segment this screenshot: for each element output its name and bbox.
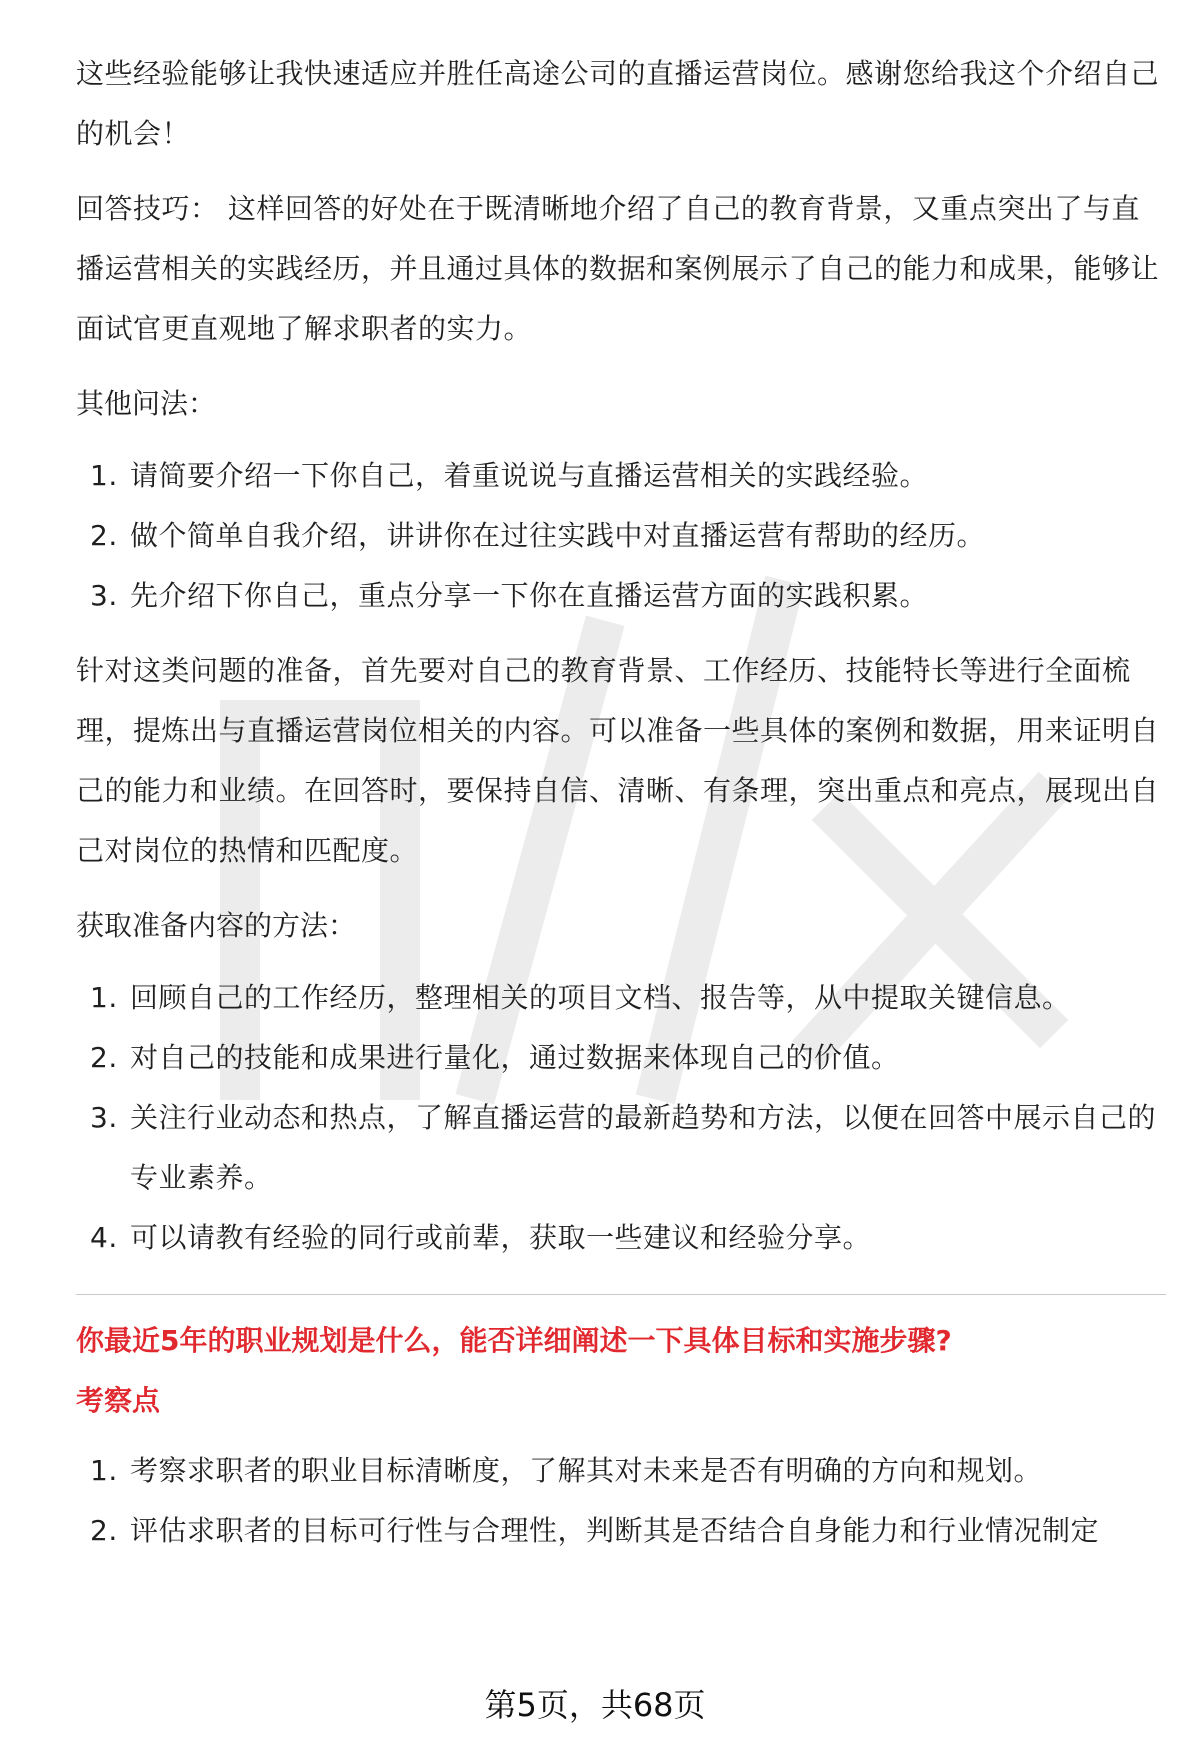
list-number: 1. [90, 459, 118, 492]
list-item-text: 请简要介绍一下你自己，着重说说与直播运营相关的实践经验。 [130, 459, 929, 492]
list-number: 3. [90, 579, 118, 612]
methods-label: 获取准备内容的方法： [76, 909, 357, 942]
list-number: 2. [90, 1041, 118, 1074]
intro-paragraph: 这些经验能够让我快速适应并胜任高途公司的直播运营岗位。感谢您给我这个介绍自己的机会！ [76, 57, 1160, 150]
list-item-text: 关注行业动态和热点，了解直播运营的最新趋势和方法，以便在回答中展示自己的专业素养。 [130, 1101, 1157, 1194]
list-item-text: 考察求职者的职业目标清晰度，了解其对未来是否有明确的方向和规划。 [130, 1454, 1043, 1487]
list-item-text: 做个简单自我介绍，讲讲你在过往实践中对直播运营有帮助的经历。 [130, 519, 986, 552]
list-item [76, 1501, 1166, 1561]
list-item-text: 回顾自己的工作经历，整理相关的项目文档、报告等，从中提取关键信息。 [130, 981, 1071, 1014]
list-number: 2. [90, 1514, 118, 1547]
list-item-text: 可以请教有经验的同行或前辈，获取一些建议和经验分享。 [130, 1221, 872, 1254]
list-item [76, 506, 1166, 566]
assessment-points-list [76, 1441, 1166, 1561]
list-item [76, 1441, 1166, 1501]
section-divider [76, 1294, 1166, 1295]
list-item-text: 对自己的技能和成果进行量化，通过数据来体现自己的价值。 [130, 1041, 900, 1074]
list-item [76, 446, 1166, 506]
page-number-footer: 第5页，共68页 [484, 1686, 706, 1724]
list-item [76, 566, 1166, 626]
assessment-points-heading: 考察点 [76, 1384, 161, 1417]
list-number: 1. [90, 1454, 118, 1487]
list-number: 3. [90, 1101, 118, 1134]
list-number: 2. [90, 519, 118, 552]
document-page [76, 44, 1166, 1576]
preparation-paragraph: 针对这类问题的准备，首先要对自己的教育背景、工作经历、技能特长等进行全面梳理，提炼出与直播运营岗位相关的内容。可以准备一些具体的案例和数据，用来证明自己的能力和业绩。在回答时，要保持自信、清晰、有条理，突出重点和亮点，展现出自己对岗位的热情和匹配度。 [76, 654, 1160, 867]
list-number: 1. [90, 981, 118, 1014]
list-number: 4. [90, 1221, 118, 1254]
list-item [76, 1028, 1166, 1088]
list-item-text: 评估求职者的目标可行性与合理性，判断其是否结合自身能力和行业情况制定 [130, 1514, 1100, 1547]
list-item [76, 1208, 1166, 1268]
answer-tip-paragraph: 回答技巧： 这样回答的好处在于既清晰地介绍了自己的教育背景，又重点突出了与直播运营相关的实践经历，并且通过具体的数据和案例展示了自己的能力和成果，能够让面试官更直观地了解求职者的实力。 [76, 192, 1160, 345]
list-item-text: 先介绍下你自己，重点分享一下你在直播运营方面的实践积累。 [130, 579, 929, 612]
list-item [76, 968, 1166, 1028]
other-questions-label: 其他问法： [76, 387, 217, 420]
question-heading: 你最近5年的职业规划是什么，能否详细阐述一下具体目标和实施步骤? [76, 1324, 952, 1357]
methods-list [76, 968, 1166, 1268]
other-questions-list [76, 446, 1166, 626]
list-item [76, 1088, 1166, 1208]
